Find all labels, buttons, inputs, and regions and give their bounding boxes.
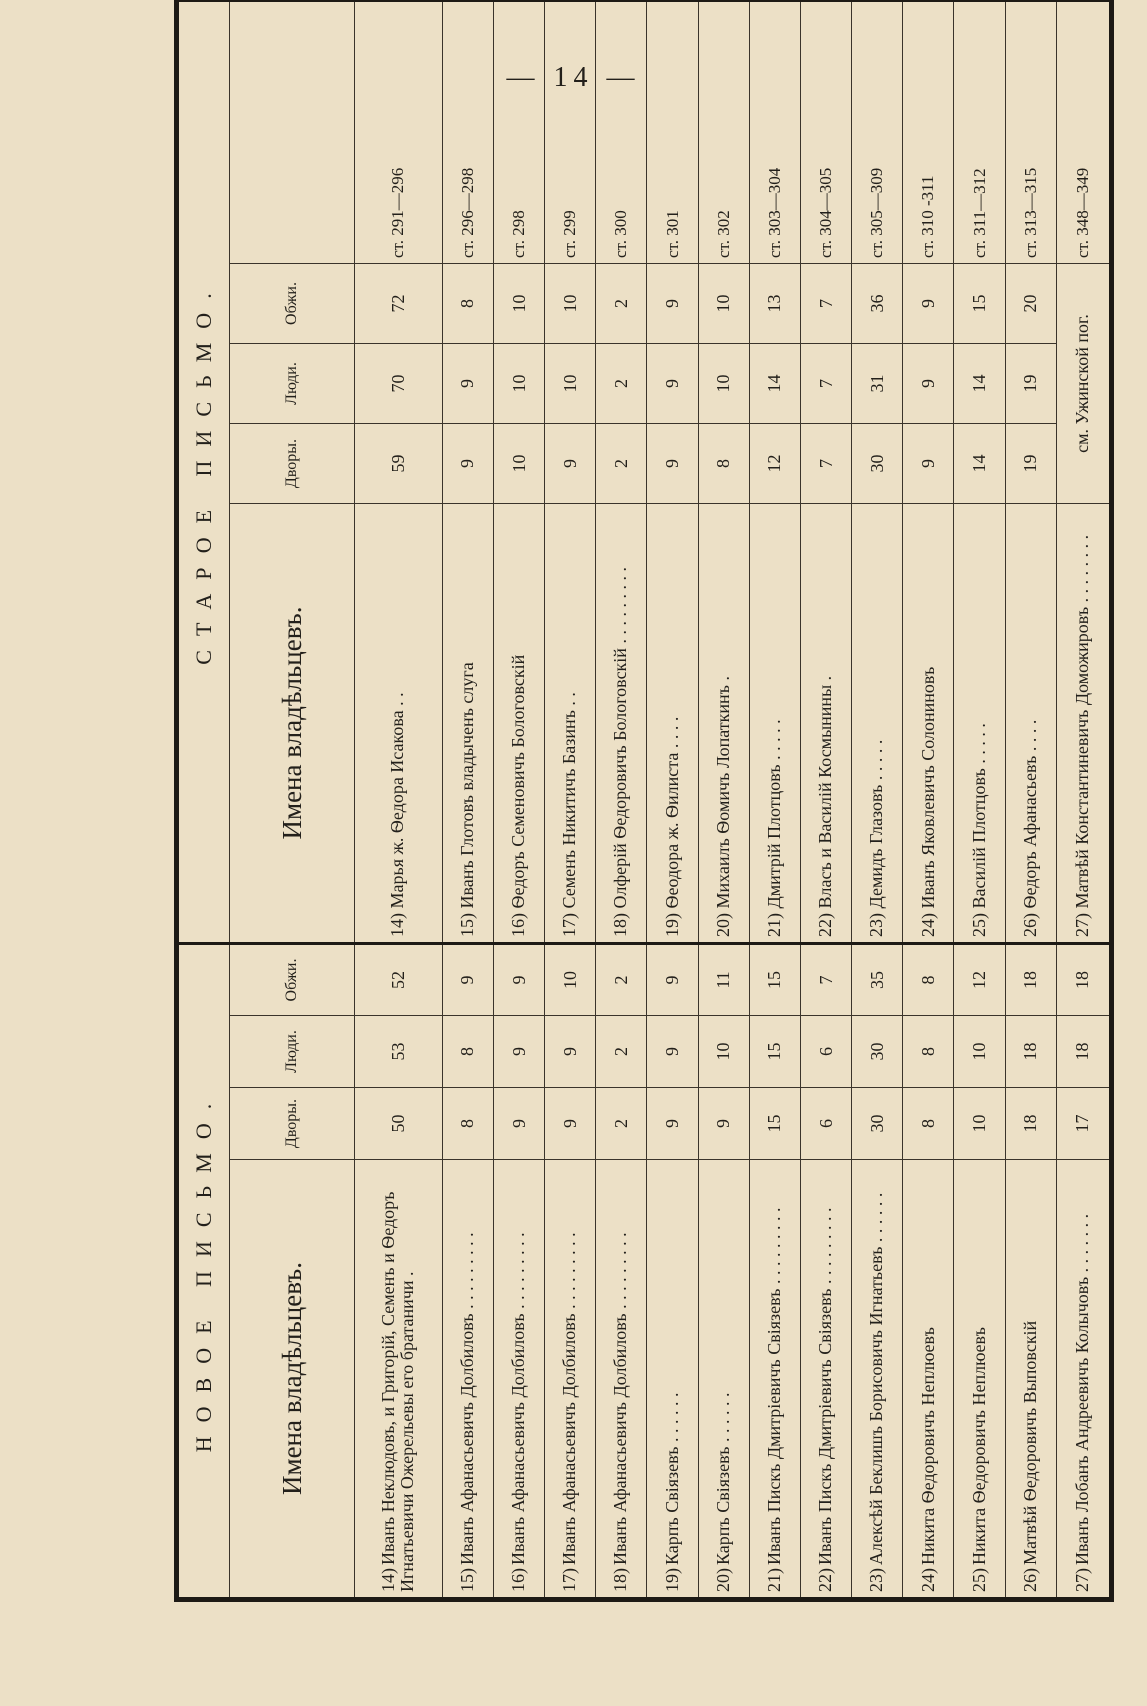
old-lyudi-value: 9 <box>442 344 493 424</box>
reference-value: ст. 296—298 <box>442 0 493 264</box>
new-owner-name <box>1005 1160 1056 1600</box>
old-owner-name: 20) Михаилъ Ѳомичъ Лопаткинъ . <box>698 504 749 944</box>
new-owner-name <box>954 1160 1005 1600</box>
old-owner-name: 17) Семенъ Никитичъ Базинъ . . <box>545 504 596 944</box>
old-dvor-value: 10 <box>493 424 544 504</box>
new-dvor-value: 17 <box>1056 1088 1111 1160</box>
new-owner-text: Матвѣй Ѳедоровичъ Выповскій <box>1019 1320 1040 1565</box>
old-owner-name: 26) Ѳедоръ Афанасьевъ . . . . <box>1005 504 1056 944</box>
new-lyudi-value: 18 <box>1005 1016 1056 1088</box>
new-owner-name <box>749 1160 800 1600</box>
reference-value: ст. 298 <box>493 0 544 264</box>
table-row <box>442 0 493 1600</box>
new-owner-name <box>355 1160 443 1600</box>
new-obzhi-value: 7 <box>800 944 851 1016</box>
reference-value: ст. 311—312 <box>954 0 1005 264</box>
old-lyudi-value: 14 <box>954 344 1005 424</box>
table-row <box>545 0 596 1600</box>
table-row <box>903 0 954 1600</box>
new-dvor-value: 50 <box>355 1088 443 1160</box>
old-obzhi-value: 10 <box>493 264 544 344</box>
table-row <box>800 0 851 1600</box>
row-number: 25) <box>968 1568 989 1592</box>
row-number: 18) <box>610 1568 631 1592</box>
old-dvor-value: 9 <box>545 424 596 504</box>
new-lyudi-value: 9 <box>493 1016 544 1088</box>
new-obzhi-value: 11 <box>698 944 749 1016</box>
table-row <box>954 0 1005 1600</box>
table-row <box>852 0 903 1600</box>
new-obzhi-value: 18 <box>1005 944 1056 1016</box>
new-lyudi-value: 9 <box>545 1016 596 1088</box>
new-owner-name <box>698 1160 749 1600</box>
row-number: 20) <box>712 1568 733 1592</box>
old-lyudi-value: 9 <box>647 344 698 424</box>
old-obzhi-value: 10 <box>698 264 749 344</box>
row-number: 17) <box>559 1568 580 1592</box>
new-owner-text: Иванъ Афанасьевичъ Долбиловъ . . . . . . . . . <box>610 1232 631 1565</box>
old-owner-name: 15) Иванъ Глотовъ владыченъ слуга <box>442 504 493 944</box>
new-owner-name <box>545 1160 596 1600</box>
new-lyudi-value: 18 <box>1056 1016 1111 1088</box>
new-dvor-value: 9 <box>545 1088 596 1160</box>
old-obzhi-value: 8 <box>442 264 493 344</box>
new-owner-text: Иванъ Афанасьевичъ Долбиловъ . . . . . . . . . <box>456 1232 477 1565</box>
rotated-table-frame <box>174 2 1114 1602</box>
old-owner-name: 24) Иванъ Яковлевичъ Солониновъ <box>903 504 954 944</box>
new-owner-text: Иванъ Афанасьевичъ Долбиловъ . . . . . . . . . <box>559 1232 580 1565</box>
old-dvor-value: 9 <box>647 424 698 504</box>
old-obzhi-header: Обжи. <box>230 264 355 344</box>
new-owner-text: Иванъ Неклюдовъ, и Григорій, Семенъ и Ѳедоръ Игнатьевичи Ожерельевы его братаничи . <box>377 1191 418 1592</box>
new-lyudi-value: 30 <box>852 1016 903 1088</box>
reference-value: ст. 310 -311 <box>903 0 954 264</box>
new-lyudi-value: 15 <box>749 1016 800 1088</box>
new-owner-text: Иванъ Пискъ Дмитріевичъ Свіязевъ . . . . . . . . . <box>815 1207 836 1565</box>
reference-value: ст. 299 <box>545 0 596 264</box>
new-obzhi-value: 10 <box>545 944 596 1016</box>
new-owner-name <box>903 1160 954 1600</box>
register-body <box>355 0 1112 1600</box>
new-obzhi-value: 9 <box>442 944 493 1016</box>
old-obzhi-value: 13 <box>749 264 800 344</box>
old-lyudi-value: 19 <box>1005 344 1056 424</box>
table-row <box>749 0 800 1600</box>
table-row <box>596 0 647 1600</box>
new-dvor-header: Дворы. <box>230 1088 355 1160</box>
reference-value: ст. 302 <box>698 0 749 264</box>
old-obzhi-value: 9 <box>903 264 954 344</box>
new-owner-name <box>442 1160 493 1600</box>
old-owner-name: 21) Дмитрій Плотцовъ . . . . . <box>749 504 800 944</box>
old-lyudi-value: 10 <box>698 344 749 424</box>
new-lyudi-value: 53 <box>355 1016 443 1088</box>
land-register-table <box>174 0 1114 1602</box>
old-owner-name: 19) Ѳеодора ж. Ѳилиста . . . . <box>647 504 698 944</box>
new-names-header: Имена владѣльцевъ. <box>230 1160 355 1600</box>
new-dvor-value: 9 <box>698 1088 749 1160</box>
old-names-header: Имена владѣльцевъ. <box>230 504 355 944</box>
old-owner-name: 23) Демидъ Глазовъ . . . . . <box>852 504 903 944</box>
row-number: 16) <box>508 1568 529 1592</box>
old-section-title: СТАРОЕ ПИСЬМО. <box>177 0 230 944</box>
old-dvor-value: 2 <box>596 424 647 504</box>
old-owner-name: 18) Олферій Ѳедоровичъ Бологовскій . . . . . . . . . <box>596 504 647 944</box>
table-row <box>698 0 749 1600</box>
row-number: 27) <box>1072 1568 1093 1592</box>
new-dvor-value: 15 <box>749 1088 800 1160</box>
old-obzhi-value: 2 <box>596 264 647 344</box>
old-dvor-value: 14 <box>954 424 1005 504</box>
old-dvor-value: 59 <box>355 424 443 504</box>
new-dvor-value: 2 <box>596 1088 647 1160</box>
old-dvor-value: 8 <box>698 424 749 504</box>
reference-header <box>230 0 355 264</box>
old-obzhi-value: 7 <box>800 264 851 344</box>
old-dvor-value: 30 <box>852 424 903 504</box>
new-section-title: НОВОЕ ПИСЬМО. <box>177 944 230 1600</box>
page-number: — 14 — <box>506 62 641 93</box>
new-obzhi-value: 15 <box>749 944 800 1016</box>
new-dvor-value: 10 <box>954 1088 1005 1160</box>
new-dvor-value: 18 <box>1005 1088 1056 1160</box>
new-lyudi-value: 10 <box>954 1016 1005 1088</box>
new-lyudi-value: 8 <box>442 1016 493 1088</box>
table-row <box>1005 0 1056 1600</box>
new-lyudi-value: 2 <box>596 1016 647 1088</box>
new-dvor-value: 8 <box>903 1088 954 1160</box>
row-number: 19) <box>661 1568 682 1592</box>
old-dvor-header: Дворы. <box>230 424 355 504</box>
reference-value: ст. 304—305 <box>800 0 851 264</box>
table-row <box>355 0 443 1600</box>
reference-value: ст. 303—304 <box>749 0 800 264</box>
new-owner-text: Иванъ Афанасьевичъ Долбиловъ . . . . . . . . . <box>508 1232 529 1565</box>
old-owner-name: 14) Марья ж. Ѳедора Исакова . . <box>355 504 443 944</box>
old-dvor-value: 19 <box>1005 424 1056 504</box>
new-owner-text: Иванъ Лобанъ Андреевичъ Колычовъ . . . . . . . <box>1072 1213 1093 1565</box>
old-note: см. Ужинской пог. <box>1056 264 1111 504</box>
row-number: 23) <box>866 1568 887 1592</box>
old-obzhi-value: 72 <box>355 264 443 344</box>
new-obzhi-value: 9 <box>493 944 544 1016</box>
new-lyudi-value: 10 <box>698 1016 749 1088</box>
old-owner-name: 22) Власъ и Василій Космынины . <box>800 504 851 944</box>
old-lyudi-value: 10 <box>545 344 596 424</box>
new-obzhi-value: 18 <box>1056 944 1111 1016</box>
new-owner-name <box>647 1160 698 1600</box>
new-obzhi-value: 12 <box>954 944 1005 1016</box>
old-obzhi-value: 20 <box>1005 264 1056 344</box>
old-lyudi-value: 2 <box>596 344 647 424</box>
new-owner-text: Никита Ѳедоровичъ Неплюевъ <box>968 1327 989 1565</box>
old-lyudi-value: 14 <box>749 344 800 424</box>
new-owner-name <box>1056 1160 1111 1600</box>
new-dvor-value: 30 <box>852 1088 903 1160</box>
new-obzhi-value: 9 <box>647 944 698 1016</box>
row-number: 15) <box>456 1568 477 1592</box>
new-obzhi-value: 35 <box>852 944 903 1016</box>
row-number: 24) <box>917 1568 938 1592</box>
row-number: 21) <box>763 1568 784 1592</box>
new-owner-text: Никита Ѳедоровичъ Неплюевъ <box>917 1327 938 1565</box>
new-lyudi-value: 9 <box>647 1016 698 1088</box>
new-owner-text: Иванъ Пискъ Дмитріевичъ Свіязевъ . . . . . . . . . <box>763 1207 784 1565</box>
row-number: 26) <box>1019 1568 1040 1592</box>
new-obzhi-value: 2 <box>596 944 647 1016</box>
old-lyudi-header: Люди. <box>230 344 355 424</box>
old-lyudi-value: 70 <box>355 344 443 424</box>
reference-value: ст. 348—349 <box>1056 0 1111 264</box>
new-obzhi-header: Обжи. <box>230 944 355 1016</box>
new-dvor-value: 9 <box>493 1088 544 1160</box>
old-dvor-value: 9 <box>903 424 954 504</box>
old-lyudi-value: 31 <box>852 344 903 424</box>
reference-value: ст. 305—309 <box>852 0 903 264</box>
new-obzhi-value: 8 <box>903 944 954 1016</box>
new-owner-name <box>596 1160 647 1600</box>
new-dvor-value: 8 <box>442 1088 493 1160</box>
new-lyudi-value: 8 <box>903 1016 954 1088</box>
old-dvor-value: 7 <box>800 424 851 504</box>
old-dvor-value: 9 <box>442 424 493 504</box>
reference-value: ст. 313—315 <box>1005 0 1056 264</box>
new-lyudi-value: 6 <box>800 1016 851 1088</box>
table-row <box>493 0 544 1600</box>
new-owner-name <box>493 1160 544 1600</box>
new-owner-text: Алексѣй Беклишъ Борисовичъ Игнатьевъ . . . . . . <box>866 1192 887 1565</box>
table-row <box>647 0 698 1600</box>
old-obzhi-value: 36 <box>852 264 903 344</box>
reference-value: ст. 300 <box>596 0 647 264</box>
old-obzhi-value: 9 <box>647 264 698 344</box>
reference-value: ст. 291—296 <box>355 0 443 264</box>
row-number: 14) <box>377 1568 398 1592</box>
row-number: 22) <box>815 1568 836 1592</box>
new-obzhi-value: 52 <box>355 944 443 1016</box>
old-owner-name: 25) Василій Плотцовъ . . . . . <box>954 504 1005 944</box>
old-obzhi-value: 15 <box>954 264 1005 344</box>
old-owner-name: 27) Матвѣй Константиневичъ Доможировъ . . . . . . . . <box>1056 504 1111 944</box>
old-lyudi-value: 7 <box>800 344 851 424</box>
new-owner-text: Карпъ Свіязевъ . . . . . . <box>712 1392 733 1565</box>
old-obzhi-value: 10 <box>545 264 596 344</box>
reference-value: ст. 301 <box>647 0 698 264</box>
old-lyudi-value: 9 <box>903 344 954 424</box>
new-dvor-value: 9 <box>647 1088 698 1160</box>
old-dvor-value: 12 <box>749 424 800 504</box>
new-owner-text: Карпъ Свіязевъ . . . . . . <box>661 1392 682 1565</box>
new-owner-name <box>852 1160 903 1600</box>
new-owner-name <box>800 1160 851 1600</box>
old-owner-name: 16) Ѳедоръ Семеновичъ Бологовскій <box>493 504 544 944</box>
table-row <box>1056 0 1111 1600</box>
old-lyudi-value: 10 <box>493 344 544 424</box>
new-lyudi-header: Люди. <box>230 1016 355 1088</box>
new-dvor-value: 6 <box>800 1088 851 1160</box>
